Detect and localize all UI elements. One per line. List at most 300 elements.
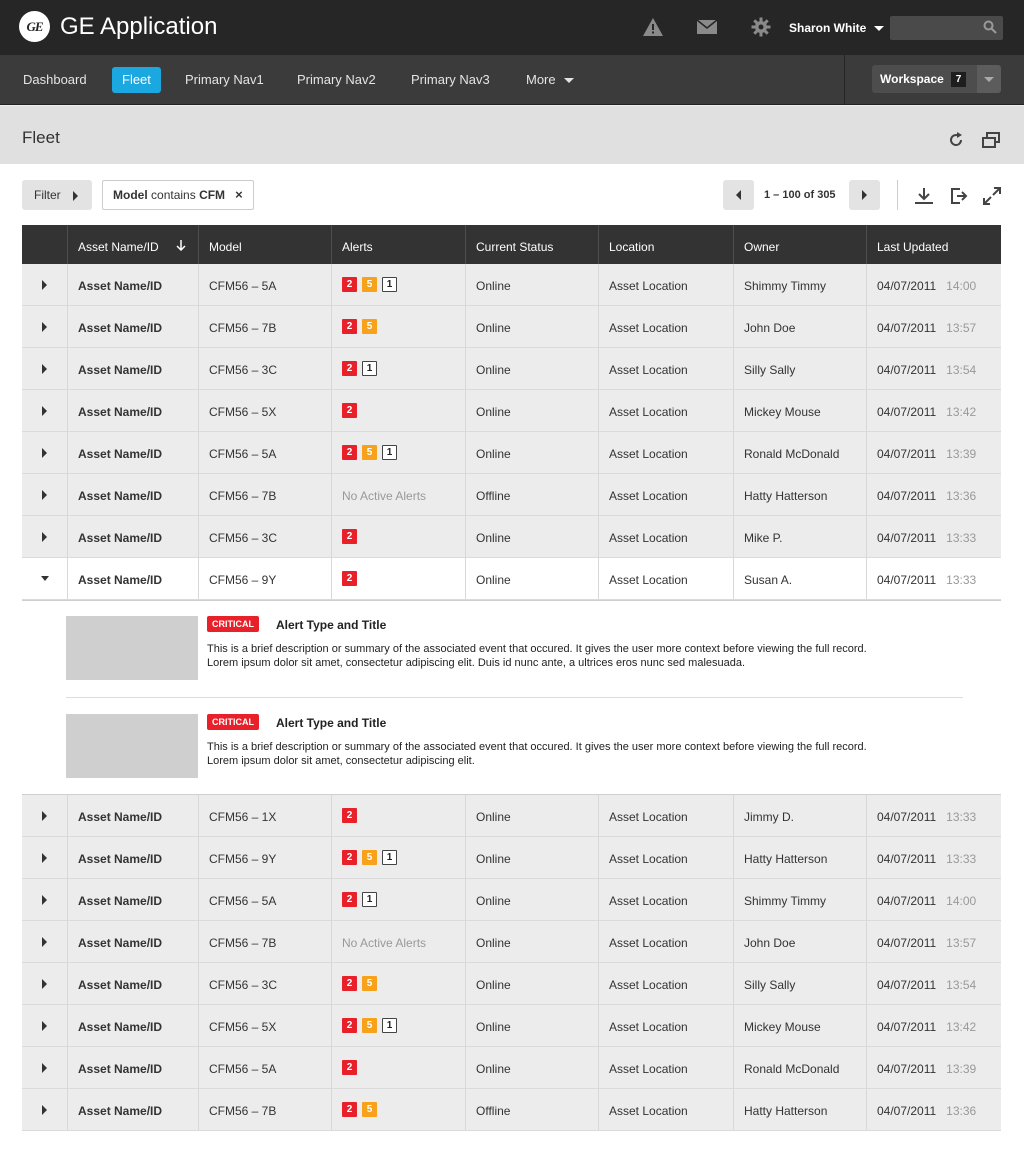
cell-alerts [331,879,465,920]
top-bar [0,0,1024,55]
info-alert-badge[interactable]: 1 [362,892,377,907]
updated-date: 04/07/2011 [877,978,937,992]
column-header-asset[interactable] [67,225,198,264]
cell-updated [866,1089,1001,1130]
cell-owner: Ronald McDonald [733,1047,866,1088]
cell-name[interactable]: Asset Name/ID [67,1047,198,1088]
refresh-icon[interactable] [946,130,966,150]
table-row[interactable] [22,516,1001,558]
expand-row-toggle[interactable] [22,432,67,473]
workspace-dropdown-button[interactable] [977,65,1001,93]
cell-status: Online [465,390,598,431]
chip-value: CFM [199,188,226,202]
critical-alert-badge[interactable]: 2 [342,571,357,586]
cell-owner: Ronald McDonald [733,432,866,473]
event-description: This is a brief description or summary of the associated event that occured. It gives the user more context before viewing the full record. Lorem ipsum dolor sit amet, consectetur adipiscing elit. Duis id nunc ante, a ultrices eros nunc sed malesuada. [207,643,867,669]
updated-date: 04/07/2011 [877,447,937,461]
event-title[interactable]: Alert Type and Title [276,716,387,730]
cell-model: CFM56 – 7B [198,474,331,515]
cell-name[interactable]: Asset Name/ID [67,306,198,347]
cell-location: Asset Location [598,390,733,431]
chip-field: Model [113,188,148,202]
severity-badge: CRITICAL [207,714,259,730]
cell-location: Asset Location [598,264,733,305]
event-title[interactable]: Alert Type and Title [276,618,387,632]
chevron-right-icon [42,364,47,374]
info-alert-badge[interactable]: 1 [382,1018,397,1033]
event-divider [66,697,963,698]
workspace-label: Workspace [880,72,944,86]
cell-updated [866,558,1001,599]
updated-date: 04/07/2011 [877,1062,937,1076]
alert-badges [342,963,465,1004]
expand-row-toggle[interactable] [22,474,67,515]
cell-alerts [331,264,465,305]
cell-updated [866,921,1001,962]
cell-alerts [331,963,465,1004]
nav-item-primary-nav1[interactable]: Primary Nav1 [185,72,264,87]
cell-model: CFM56 – 9Y [198,837,331,878]
info-alert-badge[interactable]: 1 [362,361,377,376]
column-header-location[interactable]: Location [598,225,733,264]
critical-alert-badge[interactable]: 2 [342,808,357,823]
cell-updated [866,1005,1001,1046]
expand-row-toggle[interactable] [22,879,67,920]
sort-descending-icon [176,240,186,251]
warning-alert-badge[interactable]: 5 [362,976,377,991]
cell-alerts [331,348,465,389]
event-item[interactable] [66,714,916,780]
cell-alerts [331,1005,465,1046]
cell-location: Asset Location [598,879,733,920]
cell-name[interactable]: Asset Name/ID [67,921,198,962]
updated-time: 13:33 [946,573,977,587]
alert-badges [342,306,465,347]
updated-time: 13:54 [946,363,977,377]
alert-badges [342,348,465,389]
cell-alerts [331,306,465,347]
updated-date: 04/07/2011 [877,531,937,545]
cell-alerts [331,1089,465,1130]
cell-name[interactable]: Asset Name/ID [67,837,198,878]
chevron-right-icon [42,895,47,905]
updated-time: 14:00 [946,279,977,293]
cell-owner: Mickey Mouse [733,1005,866,1046]
alert-badges [342,837,465,878]
chevron-down-icon [41,576,49,581]
cell-owner: Hatty Hatterson [733,1089,866,1130]
warning-alert-badge[interactable]: 5 [362,277,377,292]
chevron-right-icon [42,532,47,542]
cell-alerts [331,432,465,473]
alert-badges [342,795,465,836]
cell-location: Asset Location [598,1089,733,1130]
cell-alerts [331,795,465,836]
critical-alert-badge[interactable]: 2 [342,850,357,865]
cell-status: Online [465,306,598,347]
table-row[interactable] [22,348,1001,390]
expand-row-toggle[interactable] [22,795,67,836]
cell-location: Asset Location [598,558,733,599]
cell-location: Asset Location [598,1047,733,1088]
cell-alerts [331,558,465,599]
info-alert-badge[interactable]: 1 [382,445,397,460]
chevron-right-icon [73,191,78,201]
chevron-right-icon [42,322,47,332]
table-row[interactable] [22,474,1001,516]
critical-alert-badge[interactable]: 2 [342,1018,357,1033]
export-icon[interactable] [949,186,969,206]
warning-alert-badge[interactable]: 5 [362,1102,377,1117]
expand-row-toggle[interactable] [22,348,67,389]
nav-item-dashboard[interactable]: Dashboard [23,72,87,87]
event-item[interactable] [66,616,916,682]
table-row[interactable] [22,1089,1001,1131]
cell-model: CFM56 – 7B [198,1089,331,1130]
alert-badges [342,1005,465,1046]
alert-badges [342,516,465,557]
nav-item-primary-nav2[interactable]: Primary Nav2 [297,72,376,87]
column-label: Asset Name/ID [78,240,159,254]
chevron-left-icon [736,190,741,200]
table-row[interactable] [22,390,1001,432]
cell-owner: Mickey Mouse [733,390,866,431]
download-icon[interactable] [914,186,934,206]
cell-updated [866,516,1001,557]
cell-name[interactable]: Asset Name/ID [67,474,198,515]
cell-status: Offline [465,474,598,515]
cell-owner: Mike P. [733,516,866,557]
expand-row-toggle[interactable] [22,264,67,305]
cell-alerts [331,390,465,431]
table-row[interactable] [22,921,1001,963]
gear-icon[interactable] [750,17,772,37]
expand-row-toggle[interactable] [22,1047,67,1088]
cell-location: Asset Location [598,963,733,1004]
alert-badges [342,1089,465,1130]
cell-model: CFM56 – 3C [198,963,331,1004]
table-row[interactable] [22,306,1001,348]
updated-date: 04/07/2011 [877,852,937,866]
column-header-owner[interactable]: Owner [733,225,866,264]
updated-date: 04/07/2011 [877,489,937,503]
expand-row-toggle[interactable] [22,516,67,557]
cell-location: Asset Location [598,921,733,962]
chevron-right-icon [862,190,867,200]
updated-time: 13:36 [946,1104,977,1118]
page-header [0,106,1024,164]
chevron-right-icon [42,406,47,416]
chevron-right-icon [42,1063,47,1073]
nav-item-more[interactable] [516,67,584,93]
cell-status: Online [465,264,598,305]
info-alert-badge[interactable]: 1 [382,850,397,865]
expand-row-toggle[interactable] [22,963,67,1004]
cell-location: Asset Location [598,348,733,389]
cell-name[interactable]: Asset Name/ID [67,1005,198,1046]
cell-status: Online [465,1047,598,1088]
cell-owner: Susan A. [733,558,866,599]
cell-location: Asset Location [598,432,733,473]
cell-model: CFM56 – 1X [198,795,331,836]
ge-logo[interactable]: GE [19,11,50,42]
updated-date: 04/07/2011 [877,936,937,950]
updated-date: 04/07/2011 [877,405,937,419]
cell-status: Online [465,558,598,599]
updated-date: 04/07/2011 [877,363,937,377]
cell-model: CFM56 – 5X [198,390,331,431]
critical-alert-badge[interactable]: 2 [342,319,357,334]
cell-location: Asset Location [598,474,733,515]
prev-page-button[interactable] [723,180,754,210]
severity-badge: CRITICAL [207,616,259,632]
cell-model: CFM56 – 3C [198,348,331,389]
expand-row-toggle[interactable] [22,306,67,347]
cell-status: Online [465,879,598,920]
event-thumbnail [66,616,198,680]
alert-badges [342,264,465,305]
alert-badges [342,558,465,599]
column-header-updated[interactable]: Last Updated [866,225,1001,264]
cell-owner: Jimmy D. [733,795,866,836]
asset-grid [22,225,1001,1131]
table-row[interactable] [22,1005,1001,1047]
chevron-right-icon [42,448,47,458]
cell-status: Online [465,963,598,1004]
table-row[interactable] [22,879,1001,921]
cell-model: CFM56 – 5X [198,1005,331,1046]
updated-time: 13:57 [946,936,977,950]
updated-time: 13:39 [946,1062,977,1076]
cell-name[interactable]: Asset Name/ID [67,963,198,1004]
cell-updated [866,837,1001,878]
pagination-range: 1 – 100 of 305 [764,189,836,201]
cell-model: CFM56 – 3C [198,516,331,557]
cell-location: Asset Location [598,795,733,836]
critical-alert-badge[interactable]: 2 [342,277,357,292]
expand-row-toggle[interactable] [22,837,67,878]
updated-date: 04/07/2011 [877,279,937,293]
updated-date: 04/07/2011 [877,894,937,908]
cell-owner: John Doe [733,306,866,347]
cell-model: CFM56 – 5A [198,264,331,305]
cell-name[interactable]: Asset Name/ID [67,432,198,473]
event-thumbnail [66,714,198,778]
cell-model: CFM56 – 7B [198,921,331,962]
updated-time: 13:54 [946,978,977,992]
cell-model: CFM56 – 5A [198,879,331,920]
alert-badges [342,879,465,920]
critical-alert-badge[interactable]: 2 [342,361,357,376]
updated-time: 13:42 [946,405,977,419]
filter-button[interactable] [22,180,92,210]
cell-location: Asset Location [598,837,733,878]
cell-model: CFM56 – 5A [198,432,331,473]
expand-row-toggle[interactable] [22,1005,67,1046]
updated-date: 04/07/2011 [877,1104,937,1118]
primary-nav [0,55,1024,105]
cell-updated [866,348,1001,389]
updated-date: 04/07/2011 [877,573,937,587]
grid-header [22,225,1001,264]
warning-alert-badge[interactable]: 5 [362,319,377,334]
updated-time: 13:42 [946,1020,977,1034]
cell-name[interactable]: Asset Name/ID [67,264,198,305]
collapse-row-toggle[interactable] [22,558,67,599]
updated-time: 13:57 [946,321,977,335]
user-name: Sharon White [789,21,867,35]
table-row[interactable] [22,795,1001,837]
workspace-count-badge: 7 [951,72,966,87]
cell-status: Online [465,795,598,836]
toolbar-divider [897,180,898,210]
updated-time: 13:33 [946,852,977,866]
page-title: Fleet [22,128,60,147]
cell-owner: Hatty Hatterson [733,837,866,878]
expand-row-toggle[interactable] [22,921,67,962]
critical-alert-badge[interactable]: 2 [342,1060,357,1075]
cell-updated [866,474,1001,515]
cell-name[interactable]: Asset Name/ID [67,795,198,836]
expand-row-toggle[interactable] [22,390,67,431]
expand-icon[interactable] [982,186,1002,206]
critical-alert-badge[interactable]: 2 [342,529,357,544]
chevron-right-icon [42,979,47,989]
cell-model: CFM56 – 7B [198,306,331,347]
cell-updated [866,879,1001,920]
alert-badges [342,1047,465,1088]
column-header-status[interactable]: Current Status [465,225,598,264]
cell-location: Asset Location [598,1005,733,1046]
grid-rows-top [22,264,1001,600]
cell-updated [866,963,1001,1004]
nav-more-label: More [526,72,556,87]
critical-alert-badge[interactable]: 2 [342,445,357,460]
chevron-down-icon [984,77,994,82]
cell-owner: Shimmy Timmy [733,879,866,920]
chevron-right-icon [42,1105,47,1115]
cell-owner: Silly Sally [733,348,866,389]
cell-name[interactable]: Asset Name/ID [67,879,198,920]
cell-name[interactable]: Asset Name/ID [67,1089,198,1130]
chevron-right-icon [42,490,47,500]
cell-status: Online [465,837,598,878]
cell-model: CFM56 – 9Y [198,558,331,599]
cell-name[interactable]: Asset Name/ID [67,348,198,389]
nav-divider [844,55,845,105]
chevron-right-icon [42,937,47,947]
updated-date: 04/07/2011 [877,321,937,335]
critical-alert-badge[interactable]: 2 [342,892,357,907]
app-title: GE Application [60,13,218,40]
updated-date: 04/07/2011 [877,810,937,824]
cell-name[interactable]: Asset Name/ID [67,516,198,557]
cell-owner: Silly Sally [733,963,866,1004]
warning-alert-badge[interactable]: 5 [362,1018,377,1033]
warning-alert-badge[interactable]: 5 [362,850,377,865]
nav-item-fleet[interactable]: Fleet [112,67,161,93]
updated-time: 13:33 [946,810,977,824]
updated-time: 13:36 [946,489,977,503]
table-row[interactable] [22,264,1001,306]
chevron-right-icon [42,280,47,290]
updated-date: 04/07/2011 [877,1020,937,1034]
popout-icon[interactable] [981,130,1001,150]
cell-status: Online [465,432,598,473]
updated-time: 14:00 [946,894,977,908]
cell-owner: Hatty Hatterson [733,474,866,515]
chip-operator: contains [151,188,196,202]
info-alert-badge[interactable]: 1 [382,277,397,292]
no-alerts-text: No Active Alerts [342,489,427,503]
cell-alerts [331,921,465,962]
chevron-right-icon [42,811,47,821]
user-menu[interactable] [789,21,884,35]
cell-updated [866,1047,1001,1088]
cell-status: Online [465,921,598,962]
nav-item-primary-nav3[interactable]: Primary Nav3 [411,72,490,87]
alert-badges [342,432,465,473]
table-row[interactable] [22,432,1001,474]
table-row[interactable] [22,1047,1001,1089]
table-row[interactable] [22,963,1001,1005]
critical-alert-badge[interactable]: 2 [342,1102,357,1117]
envelope-icon[interactable] [696,17,718,37]
cell-owner: Shimmy Timmy [733,264,866,305]
cell-updated [866,795,1001,836]
close-icon[interactable]: × [235,187,243,202]
no-alerts-text: No Active Alerts [342,936,427,950]
cell-alerts [331,837,465,878]
cell-owner: John Doe [733,921,866,962]
chevron-down-icon [564,78,574,83]
workspace-button[interactable] [872,65,977,93]
filter-chip[interactable] [102,180,254,210]
next-page-button[interactable] [849,180,880,210]
cell-updated [866,432,1001,473]
cell-status: Online [465,348,598,389]
critical-alert-badge[interactable]: 2 [342,976,357,991]
cell-alerts [331,1047,465,1088]
cell-updated [866,264,1001,305]
cell-status: Offline [465,1089,598,1130]
chevron-right-icon [42,1021,47,1031]
cell-location: Asset Location [598,516,733,557]
warning-alert-badge[interactable]: 5 [362,445,377,460]
critical-alert-badge[interactable]: 2 [342,403,357,418]
cell-name[interactable]: Asset Name/ID [67,558,198,599]
filter-label: Filter [34,188,61,202]
expand-row-toggle[interactable] [22,1089,67,1130]
cell-alerts [331,474,465,515]
table-row[interactable] [22,837,1001,879]
cell-updated [866,306,1001,347]
cell-status: Online [465,1005,598,1046]
column-header-alerts[interactable]: Alerts [331,225,465,264]
chevron-down-icon [874,26,884,31]
table-row[interactable] [22,558,1001,600]
cell-model: CFM56 – 5A [198,1047,331,1088]
search-icon[interactable] [983,20,997,34]
cell-location: Asset Location [598,306,733,347]
column-header-model[interactable]: Model [198,225,331,264]
warning-triangle-icon[interactable] [642,17,664,37]
updated-time: 13:33 [946,531,977,545]
chevron-right-icon [42,853,47,863]
updated-time: 13:39 [946,447,977,461]
row-detail-panel [22,600,1001,795]
cell-name[interactable]: Asset Name/ID [67,390,198,431]
